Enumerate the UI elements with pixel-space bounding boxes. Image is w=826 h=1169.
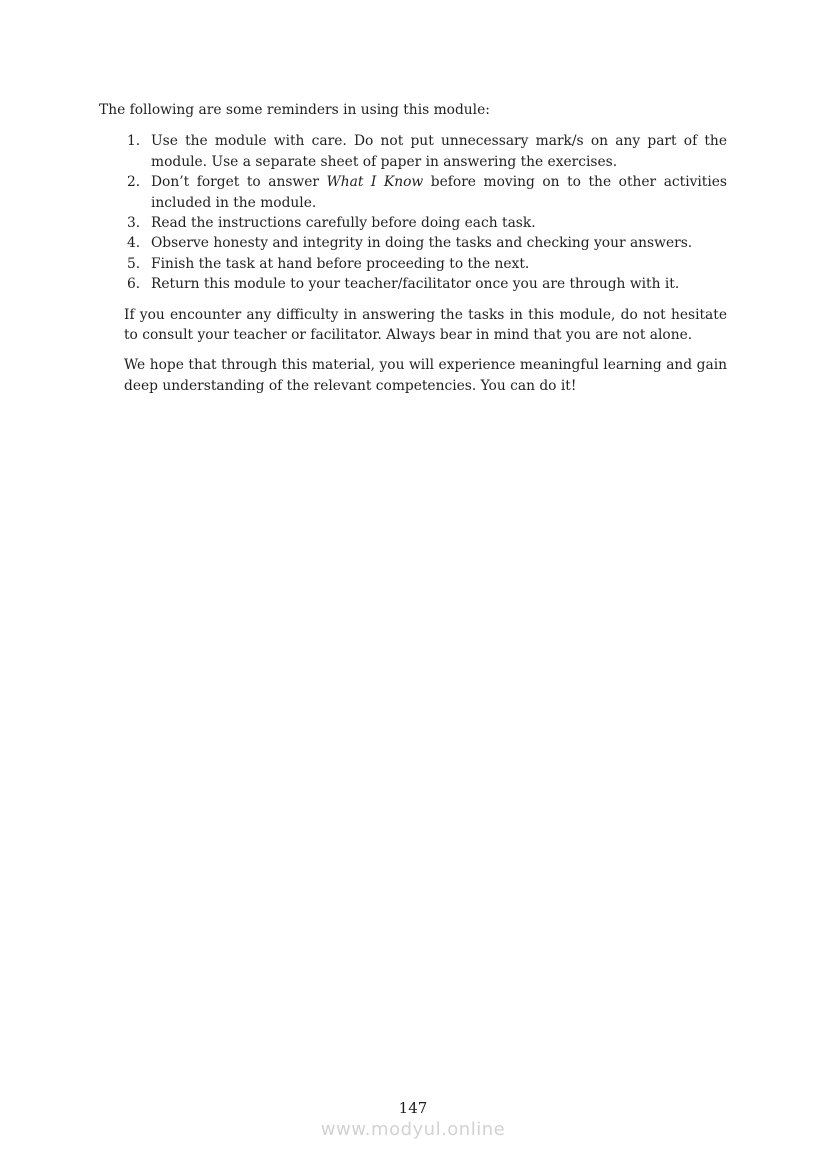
reminder-number: 2. bbox=[127, 174, 141, 191]
reminder-text: Finish the task at hand before proceeding to the next. bbox=[151, 255, 530, 272]
reminder-item-6 bbox=[99, 274, 727, 294]
page-content bbox=[99, 100, 727, 396]
reminder-item-2 bbox=[99, 172, 727, 213]
reminder-number: 4. bbox=[127, 235, 141, 252]
reminder-item-1 bbox=[99, 131, 727, 172]
reminder-text: Observe honesty and integrity in doing the tasks and checking your answers. bbox=[151, 235, 693, 252]
reminder-number: 5. bbox=[127, 255, 141, 272]
reminder-text: Use the module with care. Do not put unnecessary mark/s on any part of the module. Use a separate sheet of paper in answering the exercises. bbox=[151, 133, 727, 170]
reminder-text-after: before moving on to the other activities included in the module. bbox=[151, 174, 728, 211]
reminder-text: Don’t forget to answer bbox=[151, 174, 327, 191]
reminder-text: Return this module to your teacher/facilitator once you are through with it. bbox=[151, 276, 680, 293]
reminder-number: 3. bbox=[127, 215, 141, 232]
encouragement-paragraph: We hope that through this material, you will experience meaningful learning and gain deep understanding of the relevant competencies. You can do it! bbox=[124, 357, 727, 394]
reminder-number: 1. bbox=[127, 133, 141, 150]
reminders-list bbox=[99, 131, 727, 294]
watermark: www.modyul.online bbox=[320, 1119, 506, 1140]
reminder-item-3 bbox=[99, 213, 727, 233]
reminder-text: Read the instructions carefully before doing each task. bbox=[151, 215, 536, 232]
reminder-item-5 bbox=[99, 254, 727, 274]
reminder-number: 6. bbox=[127, 276, 141, 293]
support-paragraph: If you encounter any difficulty in answering the tasks in this module, do not hesitate to consult your teacher or facilitator. Always bear in mind that you are not alone. bbox=[124, 306, 727, 344]
reminder-item-4 bbox=[99, 233, 727, 253]
reminder-italic-phrase: What I Know bbox=[326, 174, 424, 191]
page-number: 147 bbox=[398, 1099, 428, 1117]
intro-text: The following are some reminders in using this module: bbox=[99, 102, 490, 118]
